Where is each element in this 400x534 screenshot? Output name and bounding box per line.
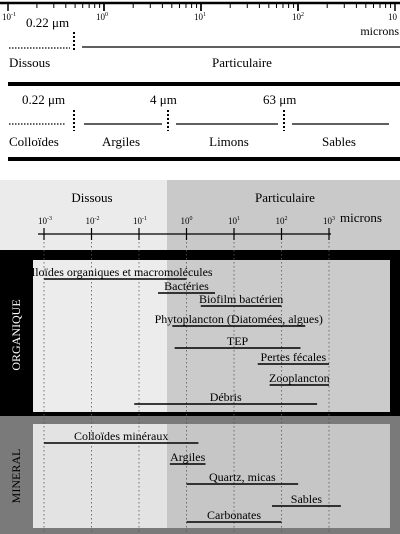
chart-header-dissolved: Dissous — [71, 190, 113, 205]
class-label-sand: Sables — [322, 134, 356, 149]
top-tick-label-4: 10 — [388, 12, 397, 22]
particulate-label: Particulaire — [212, 55, 272, 70]
range-label: TEP — [226, 334, 249, 348]
size-bands — [9, 15, 400, 70]
range-label: Carbonates — [207, 508, 261, 522]
axis-tick-label: $10^0$ — [180, 216, 193, 226]
range-label: Zooplancton — [268, 371, 330, 385]
organic-group-label: ORGANIQUE — [9, 299, 23, 371]
top-scale-unit: microns — [360, 24, 399, 38]
cutoff-label-0: 0.22 μm — [22, 92, 66, 107]
mineral-group-label: MINERAL — [9, 448, 23, 504]
range-label: Sables — [290, 492, 323, 506]
size-range-chart — [0, 180, 400, 534]
axis-tick-label: $10^{-3}$ — [38, 216, 52, 226]
range-label: Phytoplancton (Diatomées, algues) — [154, 312, 323, 326]
range-label: Argiles — [170, 450, 206, 464]
mineral-particulate-shade — [167, 424, 390, 528]
mineral-size-classes — [9, 92, 389, 149]
top-tick-label-1: $10^0$ — [96, 12, 108, 22]
chart-header-particulate: Particulaire — [255, 190, 315, 205]
axis-tick-label: $10^{-1}$ — [133, 216, 147, 226]
dissolved-cutoff-label: 0.22 μm — [26, 15, 70, 30]
axis-tick-label: $10^3$ — [323, 216, 335, 226]
dissolved-label: Dissous — [9, 55, 51, 70]
range-label: Colloïdes organiques et macromolécules — [17, 265, 213, 279]
range-label: Biofilm bactérien — [198, 292, 284, 306]
range-label: Colloïdes minéraux — [74, 429, 169, 443]
cutoff-label-2: 63 μm — [263, 92, 297, 107]
chart-axis-unit: microns — [340, 210, 382, 225]
top-tick-label-3: $10^2$ — [292, 12, 304, 22]
range-label: Pertes fécales — [260, 350, 327, 364]
range-label: Bactéries — [164, 279, 209, 293]
class-label-silt: Limons — [209, 134, 249, 149]
class-label-colloids: Colloïdes — [9, 134, 59, 149]
class-label-clay: Argiles — [101, 134, 141, 149]
range-label: Quartz, micas — [208, 470, 276, 484]
top-tick-label-2: $10^1$ — [194, 12, 206, 22]
axis-tick-label: $10^2$ — [275, 216, 288, 226]
axis-tick-label: $10^{-2}$ — [85, 216, 100, 226]
range-label: Débris — [209, 390, 242, 404]
cutoff-label-1: 4 μm — [150, 92, 177, 107]
axis-tick-label: $10^1$ — [228, 216, 240, 226]
top-tick-label-0: $10^{-1}$ — [2, 12, 16, 22]
